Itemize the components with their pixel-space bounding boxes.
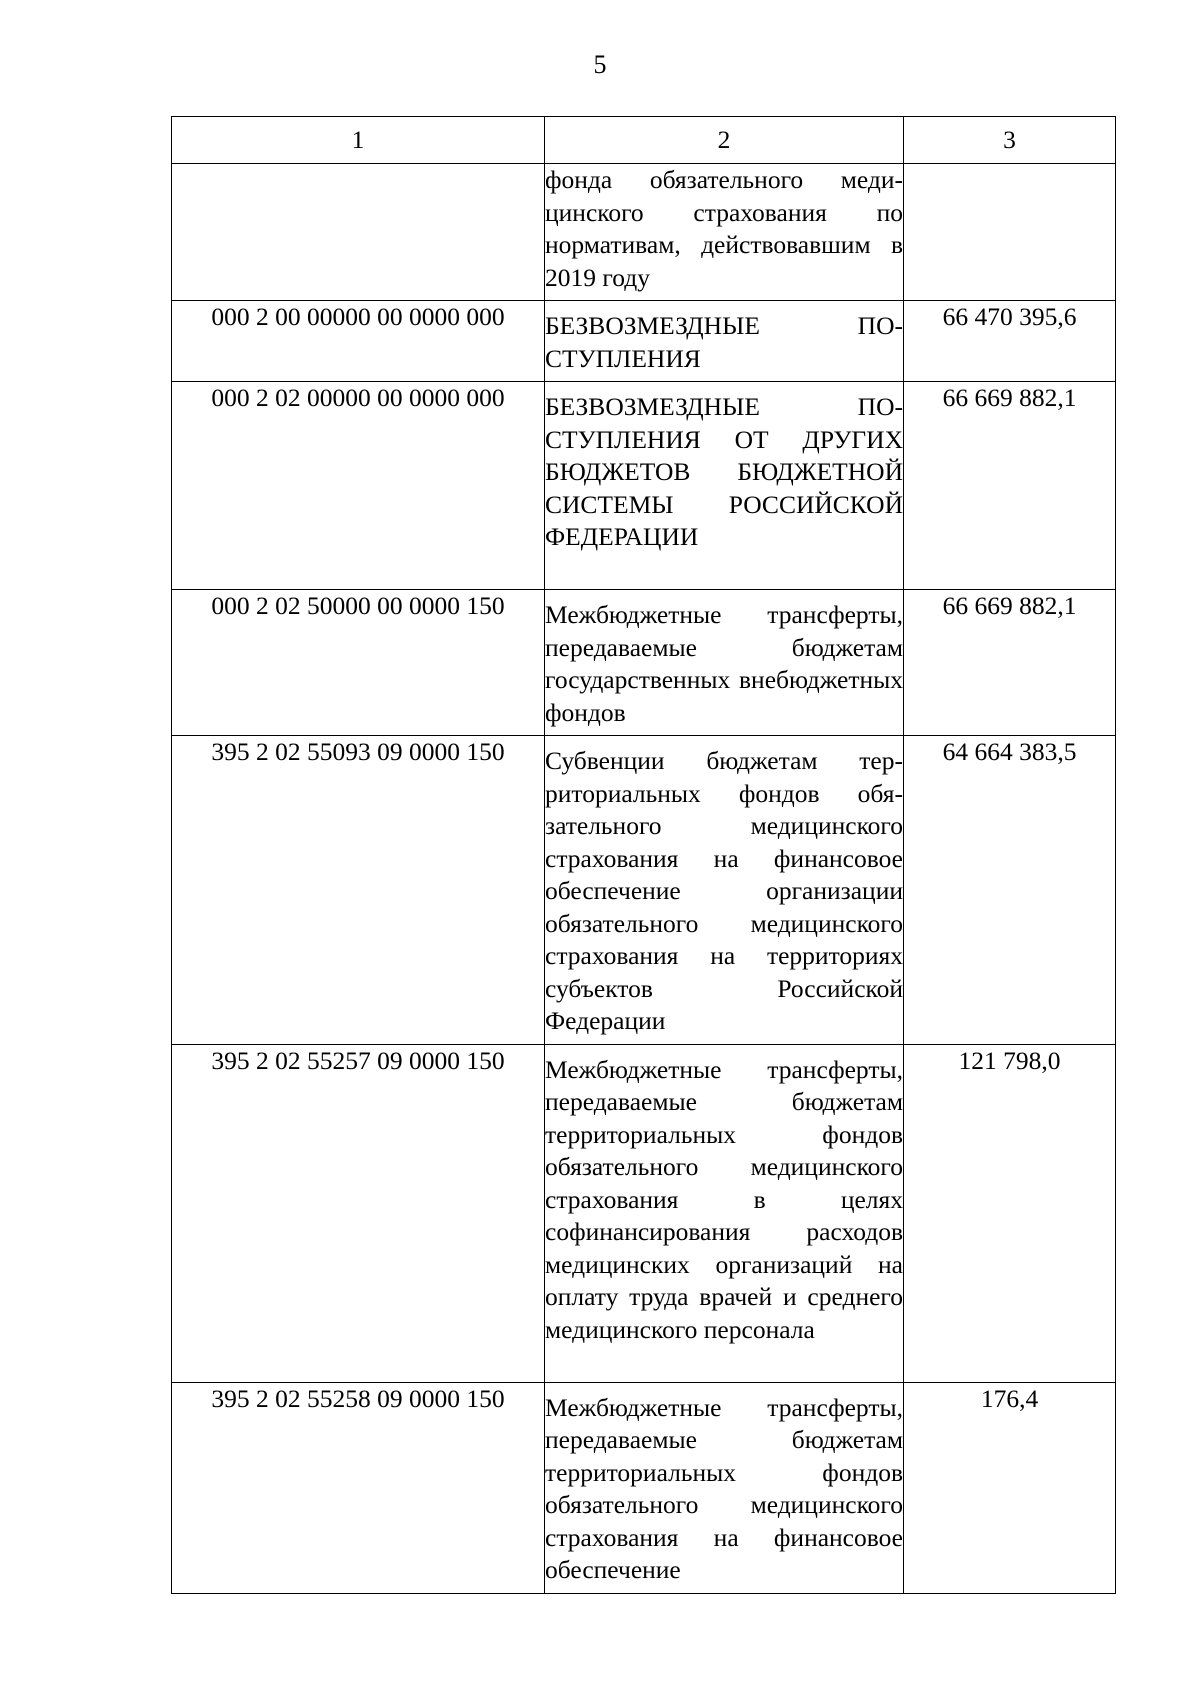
revenue-table bbox=[171, 116, 1116, 1594]
amount-cell: 176,4 bbox=[904, 1382, 1116, 1593]
table-row bbox=[172, 590, 1116, 736]
description-cell bbox=[545, 736, 904, 1045]
amount-cell: 66 669 882,1 bbox=[904, 590, 1116, 736]
description-cell bbox=[545, 382, 904, 590]
amount-cell: 66 470 395,6 bbox=[904, 301, 1116, 382]
table-row bbox=[172, 301, 1116, 382]
amount-cell: 121 798,0 bbox=[904, 1044, 1116, 1382]
description-cell bbox=[545, 1044, 904, 1382]
budget-code-cell: 395 2 02 55093 09 0000 150 bbox=[172, 736, 545, 1045]
table-row bbox=[172, 164, 1116, 301]
budget-code-cell: 000 2 02 50000 00 0000 150 bbox=[172, 590, 545, 736]
description-text: Межбюджетные трансферты, передаваемые бюджетам территориальных фондов обязательного медицинского страхования в целях софинансирования расходов медицинских организаций на оплату труда врачей и среднего медицинского персонала bbox=[545, 1054, 903, 1344]
description-text: фонда обязательного медицинского страхования по нормативам, действовавшим в 2019 году bbox=[545, 165, 903, 292]
table-header-row bbox=[172, 117, 1116, 164]
description-text: Межбюджетные трансферты, передаваемые бюджетам территориальных фондов обязательного медицинского страхования на финансовое обеспечение bbox=[545, 1392, 903, 1584]
description-text: Межбюджетные трансферты, передаваемые бюджетам государственных внебюджетных фондов bbox=[545, 600, 903, 727]
description-text: БЕЗВОЗМЕЗДНЫЕ ПОСТУПЛЕНИЯ bbox=[545, 311, 903, 373]
column-header-2: 2 bbox=[545, 117, 904, 164]
table-row bbox=[172, 382, 1116, 590]
budget-code-cell: 395 2 02 55258 09 0000 150 bbox=[172, 1382, 545, 1593]
description-cell bbox=[545, 164, 904, 301]
description-text: БЕЗВОЗМЕЗДНЫЕ ПОСТУПЛЕНИЯ ОТ ДРУГИХ БЮДЖЕТОВ БЮДЖЕТНОЙ СИСТЕМЫ РОССИЙСКОЙ ФЕДЕРАЦИИ bbox=[545, 392, 903, 551]
table-row bbox=[172, 1382, 1116, 1593]
amount-cell: 64 664 383,5 bbox=[904, 736, 1116, 1045]
description-text: Субвенции бюджетам территориальных фондов обязательного медицинского страхования на финансовое обеспечение организации обязательного медицинского страхования на территориях субъектов Российской Федерации bbox=[545, 746, 903, 1035]
amount-cell bbox=[904, 164, 1116, 301]
budget-code-cell bbox=[172, 164, 545, 301]
description-cell bbox=[545, 590, 904, 736]
budget-code-cell: 000 2 00 00000 00 0000 000 bbox=[172, 301, 545, 382]
table-row bbox=[172, 736, 1116, 1045]
description-cell bbox=[545, 1382, 904, 1593]
table-row bbox=[172, 1044, 1116, 1382]
description-cell bbox=[545, 301, 904, 382]
column-header-1: 1 bbox=[172, 117, 545, 164]
amount-cell: 66 669 882,1 bbox=[904, 382, 1116, 590]
budget-code-cell: 395 2 02 55257 09 0000 150 bbox=[172, 1044, 545, 1382]
column-header-3: 3 bbox=[904, 117, 1116, 164]
budget-code-cell: 000 2 02 00000 00 0000 000 bbox=[172, 382, 545, 590]
page-number: 5 bbox=[593, 50, 607, 79]
